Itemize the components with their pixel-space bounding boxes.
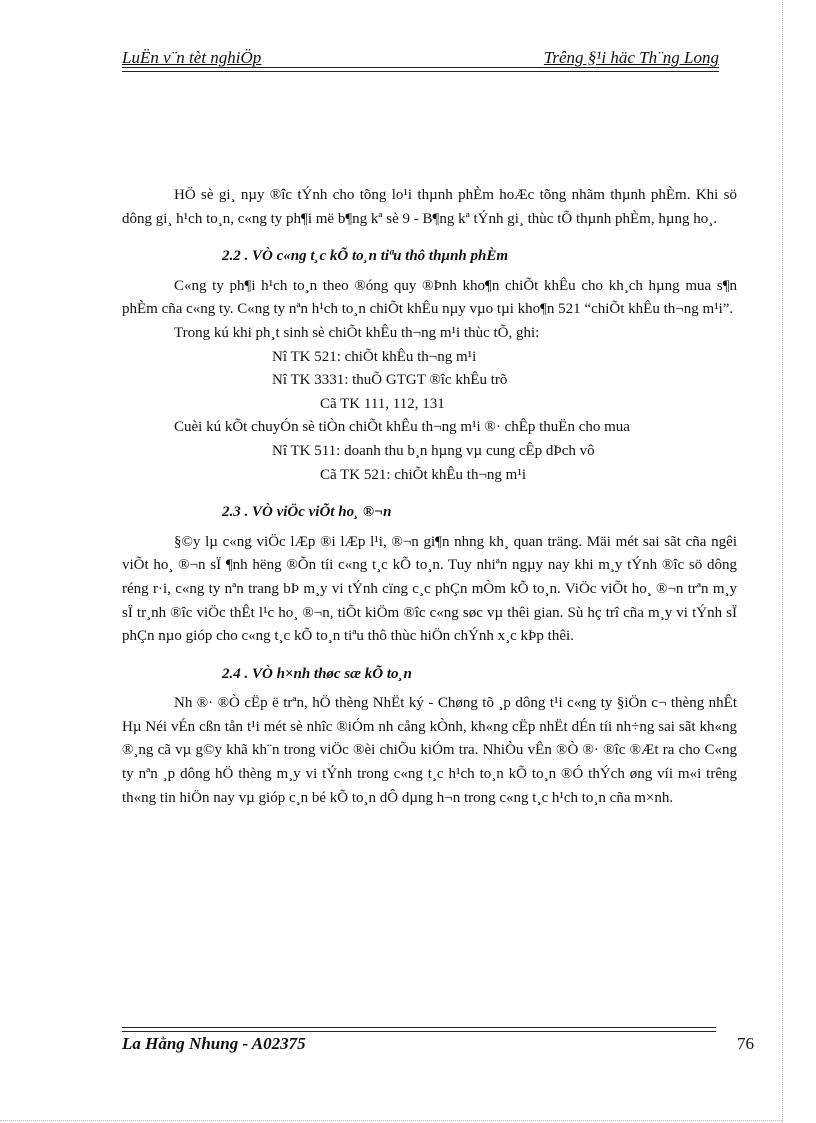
section-heading-2-3: 2.3 . VÒ viÖc viÕt ho¸ ®¬n	[222, 504, 392, 521]
paragraph-trade-discount: C«ng ty ph¶i h¹ch to¸n theo ®óng quy ®Þnh kho¶n chiÕt khÊu cho kh¸ch hµng mua s¶n phÈm cña c«ng ty. C«ng ty nªn h¹ch to¸n chiÕt khÊu nµy vµo tµi kho¶n 521 “chiÕt khÊu th¬ng m¹i”.	[122, 277, 737, 318]
paragraph-bookkeeping-form: Nh ®· ®Ò cËp ë trªn, hÖ thèng NhËt ký - Chøng tõ ¸p dông t¹i c«ng ty §iÖn c¬ thèng nhÊt Hµ Néi vÉn cßn tån t¹i mét sè nhîc ®iÓm nh cång kÒnh, kh«ng cËp nhËt dÉn tíi nh÷ng sai sãt kh«ng ®¸ng cã vµ g©y khã kh¨n trong viÖc ®èi chiÕu kiÓm tra. NhiÒu vÊn ®Ò ®· ®îc ®Æt ra cho C«ng ty nªn ¸p dông hÖ thèng m¸y vi tÝnh trong c«ng t¸c h¹ch to¸n kÕ to¸n ®Ó thÝch øng víi m«i trêng th«ng tin hiÖn nay vµ gióp c¸n bé kÕ to¸n dÔ dµng h¬n trong c«ng t¸c h¹ch to¸n cña m×nh.	[122, 695, 737, 806]
paragraph-price-coefficient: HÖ sè gi¸ nµy ®îc tÝnh cho tõng lo¹i thµnh phÈm hoÆc tõng nhãm thµnh phÈm. Khi sö dông gi¸ h¹ch to¸n, c«ng ty ph¶i më b¶ng kª sè 9 - B¶ng kª tÝnh gi¸ thùc tÕ thµnh phÈm, hµng ho¸.	[122, 187, 737, 227]
section-heading-2-2: 2.2 . VÒ c«ng t¸c kÕ to¸n tiªu thô thµnh phÈm	[222, 248, 509, 265]
paragraph-invoicing: §©y lµ c«ng viÖc lÆp ®i lÆp l¹i, ®¬n gi¶n nhng kh¸ quan träng. Mäi mét sai sãt cña ngêi viÕt ho¸ ®¬n sÏ ¶nh hëng ®Õn tíi c«ng t¸c kÕ to¸n. Tuy nhiªn ngµy nay khi m¸y tÝnh ®îc sö dông réng r·i, c«ng ty nªn trang bÞ m¸y vi tÝnh cïng c¸c phÇn mÒm kÕ to¸n. ViÖc viÕt ho¸ ®¬n trªn m¸y sÏ tr¸nh ®îc viÖc thÊt l¹c ho¸ ®¬n, tiÕt kiÖm ®îc c«ng søc vµ thêi gian. Sù hç trî cña m¸y vi tÝnh sÏ phÇn nµo gióp cho c«ng t¸c kÕ to¸n tiªu thô thùc hiÖn chÝnh x¸c kÞp thêi.	[122, 533, 737, 645]
entry-line-closing: Cuèi kú kÕt chuyÓn sè tiÒn chiÕt khÊu th¬ng m¹i ®· chÊp thuËn cho mua	[174, 419, 630, 436]
page-number: 76	[737, 1034, 754, 1053]
page-border-bottom	[0, 1120, 782, 1121]
header-thesis-label: LuËn v¨n tèt nghiÖp	[122, 48, 262, 67]
page-border-right	[782, 0, 783, 1123]
header-university: Trêng §¹i häc Th¨ng Long	[543, 48, 719, 67]
section-heading-2-4: 2.4 . VÒ h×nh thøc sæ kÕ to¸n	[222, 665, 412, 682]
footer-author: La Hằng Nhung - A02375	[122, 1034, 306, 1053]
entry-debit-3331: Nî TK 3331: thuÕ GTGT ®îc khÊu trõ	[272, 372, 508, 389]
entry-line: Trong kú khi ph¸t sinh sè chiÕt khÊu th¬ng m¹i thùc tÕ, ghi:	[174, 324, 540, 341]
header-double-rule	[122, 67, 719, 72]
entry-credit-521: Cã TK 521: chiÕt khÊu th¬ng m¹i	[320, 466, 527, 483]
footer-double-rule	[122, 1027, 716, 1032]
document-body	[122, 184, 737, 810]
entry-debit-511: Nî TK 511: doanh thu b¸n hµng vµ cung cÊp dÞch vô	[272, 442, 595, 459]
entry-credit-111: Cã TK 111, 112, 131	[320, 395, 445, 412]
entry-debit-521: Nî TK 521: chiÕt khÊu th¬ng m¹i	[272, 348, 477, 365]
